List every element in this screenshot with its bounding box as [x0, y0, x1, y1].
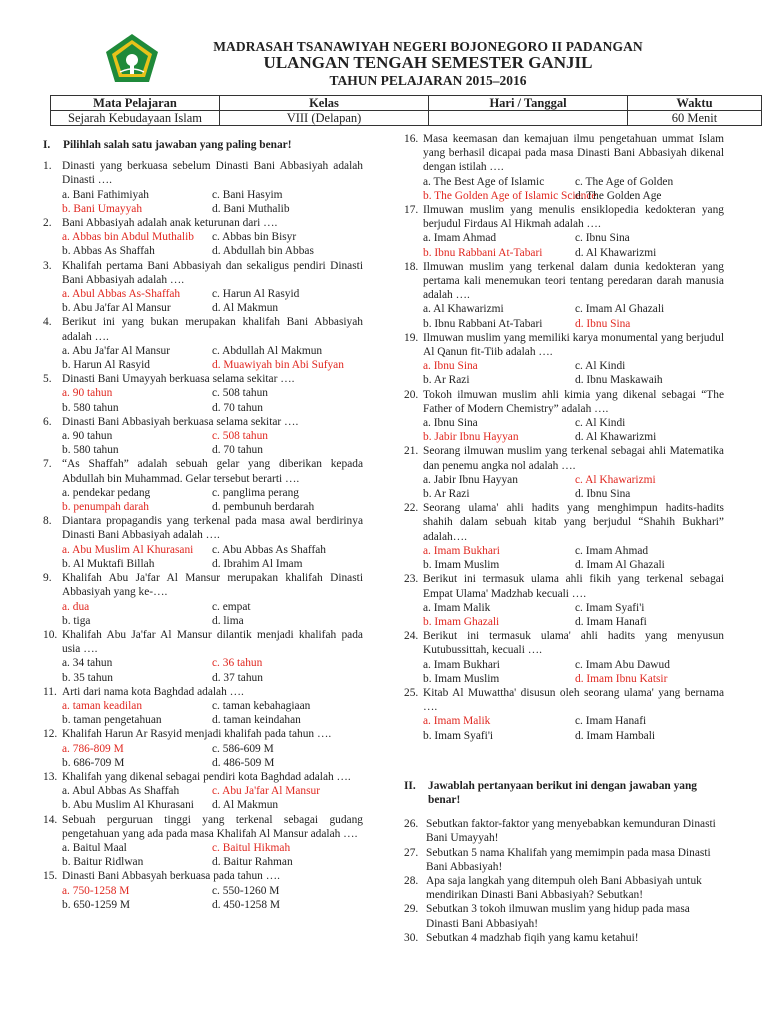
answer-options [404, 231, 724, 259]
exam-title: ULANGAN TENGAH SEMESTER GANJIL [263, 53, 593, 72]
question-number: 25. [404, 686, 419, 699]
correct-option: a. taman keadilan [62, 699, 143, 712]
answer-options [43, 784, 363, 812]
option: c. 586-609 M [212, 742, 274, 755]
question-text: Berikut ini yang bukan merupakan khalifah Bani Abbasiyah adalah …. [62, 316, 363, 343]
question-stem [43, 869, 363, 883]
option: d. Imam Al Ghazali [575, 559, 665, 572]
question-number: 9. [43, 572, 52, 585]
class-value: VIII (Delapan) [220, 111, 429, 126]
question-item [404, 629, 724, 686]
correct-option: c. Abu Ja'far Al Mansur [212, 785, 321, 798]
question-stem [404, 572, 724, 600]
question-text: Berikut ini termasuk ulama' ahli hadits yang menyusun Kutubussittah, kecuali …. [423, 630, 724, 657]
correct-option: a. Abu Muslim Al Khurasani [62, 543, 194, 556]
question-stem [43, 770, 363, 784]
question-text: Dinasti Bani Abbasyah berkuasa pada tahun …. [62, 870, 280, 883]
answer-options [43, 600, 363, 628]
option: d. Bani Muthalib [212, 202, 290, 215]
question-text: Dinasti yang berkuasa sebelum Dinasti Bani Abbasiyah adalah Dinasti …. [62, 160, 363, 187]
option: c. Imam Al Ghazali [575, 303, 665, 316]
option: b. Ar Razi [423, 488, 470, 501]
question-stem [43, 216, 363, 230]
answer-options [43, 742, 363, 770]
essay-question [404, 874, 724, 902]
section-number: II. [404, 779, 416, 792]
question-stem [404, 686, 724, 714]
section-number: I. [43, 139, 51, 151]
answer-options [43, 188, 363, 216]
spacer [404, 807, 724, 817]
option: c. panglima perang [212, 486, 299, 499]
option: d. Abdullah bin Abbas [212, 245, 314, 258]
left-column [43, 132, 363, 912]
essay-number: 30. [404, 931, 419, 944]
spacer [404, 743, 724, 773]
answer-options [43, 841, 363, 869]
essay-number: 29. [404, 903, 419, 916]
question-stem [404, 260, 724, 303]
essay-number: 26. [404, 818, 419, 831]
section-title: Jawablah pertanyaan berikut ini dengan jawaban yang benar! [428, 779, 698, 806]
question-text: Berikut ini termasuk ulama ahli fikih yang terkenal sebagai Empat Ulama' Madzhab kecuali …. [423, 573, 724, 600]
answer-options [43, 543, 363, 571]
answer-options [404, 601, 724, 629]
option: c. 550-1260 M [212, 884, 280, 897]
answer-options [43, 230, 363, 258]
correct-option: b. Imam Ghazali [423, 615, 500, 628]
essay-number: 27. [404, 846, 419, 859]
option: b. Imam Muslim [423, 559, 500, 572]
answer-options [43, 386, 363, 414]
question-stem [404, 629, 724, 657]
right-column [404, 132, 724, 945]
question-text: Diantara propagandis yang terkenal pada masa awal berdirinya Dinasti Bani Abbasiyah adalah …. [62, 515, 363, 542]
question-item [43, 869, 363, 912]
correct-option: d. Ibnu Sina [575, 317, 631, 330]
question-stem [43, 315, 363, 343]
question-number: 23. [404, 573, 419, 586]
essay-text: Sebutkan 5 nama Khalifah yang memimpin pada masa Dinasti Bani Abbasiyah! [426, 846, 711, 873]
answer-options [43, 699, 363, 727]
question-item [43, 415, 363, 458]
exam-info-table [50, 95, 762, 126]
question-stem [43, 813, 363, 841]
question-number: 2. [43, 217, 52, 230]
question-stem [43, 514, 363, 542]
option: a. 34 tahun [62, 657, 113, 670]
correct-option: a. Imam Malik [423, 715, 491, 728]
question-text: Arti dari nama kota Baghdad adalah …. [62, 685, 244, 698]
question-number: 3. [43, 259, 52, 272]
question-text: Tokoh ilmuwan muslim ahli kimia yang dikenal sebagai “The Father of Modern Chemistry” adalah …. [423, 388, 724, 415]
option: d. Al Khawarizmi [575, 246, 657, 259]
essay-question [404, 817, 724, 845]
question-text: Khalifah Harun Ar Rasyid menjadi khalifah pada tahun …. [62, 728, 332, 741]
correct-option: c. 36 tahun [212, 657, 263, 670]
question-item [404, 388, 724, 445]
essay-text: Sebutkan 4 madzhab fiqih yang kamu ketahui! [426, 931, 639, 944]
question-number: 12. [43, 728, 58, 741]
question-text: Ilmuwan muslim yang menulis ensiklopedia kedokteran yang berjudul Firdaus Al Hikmah adalah …. [423, 204, 724, 231]
option: b. 650-1259 M [62, 898, 131, 911]
option: c. Ibnu Sina [575, 232, 630, 245]
option: b. Abbas As Shaffah [62, 245, 155, 258]
question-item [404, 501, 724, 572]
option: a. Imam Bukhari [423, 658, 500, 671]
question-item [43, 514, 363, 571]
header-time: Waktu [628, 96, 762, 111]
option: d. lima [212, 614, 244, 627]
option: d. Imam Hanafi [575, 615, 647, 628]
correct-option: c. Al Khawarizmi [575, 473, 656, 486]
option: d. pembunuh berdarah [212, 501, 315, 514]
answer-options [43, 344, 363, 372]
option: b. tiga [62, 614, 91, 627]
correct-option: b. Jabir Ibnu Hayyan [423, 431, 519, 444]
question-stem [404, 132, 724, 175]
option: b. Al Muktafi Billah [62, 557, 155, 570]
option: a. pendekar pedang [62, 486, 151, 499]
question-text: Khalifah Abu Ja'far Al Mansur merupakan khalifah Dinasti Abbasiyah yang ke-…. [62, 572, 363, 599]
question-number: 5. [43, 373, 52, 386]
question-item [404, 132, 724, 203]
correct-option: a. dua [62, 600, 90, 613]
correct-option: a. Abbas bin Abdul Muthalib [62, 231, 194, 244]
option: b. 35 tahun [62, 671, 113, 684]
option: b. Harun Al Rasyid [62, 359, 150, 372]
question-number: 22. [404, 502, 419, 515]
correct-option: b. Ibnu Rabbani At-Tabari [423, 246, 543, 259]
question-number: 16. [404, 133, 419, 145]
option: c. 508 tahun [212, 387, 268, 400]
option: a. Ibnu Sina [423, 417, 478, 430]
question-number: 8. [43, 515, 52, 528]
option: a. The Best Age of Islamic [423, 175, 545, 188]
option: d. 450-1258 M [212, 898, 281, 911]
option: b. Ar Razi [423, 374, 470, 387]
option: a. Abu Ja'far Al Mansur [62, 344, 171, 357]
question-number: 10. [43, 628, 58, 641]
question-number: 18. [404, 260, 419, 273]
correct-option: c. 508 tahun [212, 430, 268, 443]
option: c. Abbas bin Bisyr [212, 231, 297, 244]
option: c. taman kebahagiaan [212, 699, 311, 712]
correct-option: a. 750-1258 M [62, 884, 130, 897]
answer-options [43, 429, 363, 457]
subject-value: Sejarah Kebudayaan Islam [51, 111, 220, 126]
question-stem [404, 203, 724, 231]
question-stem [43, 372, 363, 386]
option: a. 90 tahun [62, 430, 113, 443]
question-item [404, 260, 724, 331]
question-stem [43, 727, 363, 741]
question-text: Ilmuwan muslim yang memiliki karya monumental yang berjudul Al Qanun fit-Tiib adalah …. [423, 331, 724, 359]
option: a. Imam Malik [423, 601, 491, 614]
option: d. taman keindahan [212, 714, 301, 727]
essay-text: Sebutkan faktor-faktor yang menyebabkan kemunduran Dinasti Bani Umayyah! [426, 818, 716, 845]
question-number: 20. [404, 388, 419, 401]
correct-option: a. Abul Abbas As-Shaffah [62, 288, 181, 301]
question-item [43, 813, 363, 870]
question-text: Dinasti Bani Abbasiyah berkuasa selama sekitar …. [62, 415, 299, 428]
option: c. empat [212, 600, 251, 613]
essay-text: Apa saja langkah yang ditempuh oleh Bani Abbasiyah untuk mendirikan Dinasti Bani Abbasiyah? Sebutkan! [426, 874, 702, 902]
question-number: 24. [404, 630, 419, 643]
option: d. 37 tahun [212, 671, 263, 684]
question-number: 15. [43, 870, 58, 883]
question-number: 17. [404, 204, 419, 217]
option: d. Imam Hambali [575, 729, 656, 742]
option: b. Abu Muslim Al Khurasani [62, 799, 194, 812]
question-item [43, 770, 363, 813]
question-text: Khalifah yang dikenal sebagai pendiri kota Baghdad adalah …. [62, 770, 351, 783]
question-text: Khalifah pertama Bani Abbasiyah dan sekaligus pendiri Dinasti Bani Abbasiyah adalah …. [62, 259, 363, 286]
answer-options [404, 359, 724, 387]
correct-option: d. Imam Ibnu Katsir [575, 672, 668, 685]
question-item [43, 372, 363, 415]
school-name: MADRASAH TSANAWIYAH NEGERI BOJONEGORO II PADANGAN [213, 39, 643, 54]
kemenag-logo-icon [104, 32, 160, 84]
question-number: 6. [43, 415, 52, 428]
time-value: 60 Menit [628, 111, 762, 126]
option: c. Bani Hasyim [212, 188, 283, 201]
question-text: Bani Abbasiyah adalah anak keturunan dari …. [62, 217, 278, 230]
answer-options [404, 473, 724, 501]
answer-options [404, 302, 724, 330]
question-text: “As Shaffah” adalah sebuah gelar yang diberikan kepada Abdullah bin Muhammad. Gelar tersebut berarti …. [62, 458, 363, 485]
question-item [43, 727, 363, 770]
question-item [43, 216, 363, 259]
header-subject: Mata Pelajaran [51, 96, 220, 111]
academic-year: TAHUN PELAJARAN 2015–2016 [329, 73, 527, 88]
correct-option: a. Imam Bukhari [423, 544, 500, 557]
option: a. Baitul Maal [62, 841, 127, 854]
option: d. Ibrahim Al Imam [212, 557, 303, 570]
option: b. Ibnu Rabbani At-Tabari [423, 317, 543, 330]
answer-options [404, 175, 724, 203]
option: d. 70 tahun [212, 401, 263, 414]
option: a. Abul Abbas As Shaffah [62, 785, 180, 798]
question-text: Khalifah Abu Ja'far Al Mansur dilantik menjadi khalifah pada usia …. [62, 628, 363, 656]
header-class: Kelas [220, 96, 429, 111]
question-number: 1. [43, 160, 52, 173]
option: a. Bani Fathimiyah [62, 188, 149, 201]
option: d. Baitur Rahman [212, 856, 293, 869]
essay-question [404, 846, 724, 874]
question-text: Dinasti Bani Umayyah berkuasa selama sekitar …. [62, 373, 295, 386]
option: c. Al Kindi [575, 360, 626, 373]
option: d. 486-509 M [212, 756, 275, 769]
option: c. Imam Abu Dawud [575, 658, 670, 671]
correct-option: a. 786-809 M [62, 742, 124, 755]
correct-option: b. The Golden Age of Islamic Science [423, 189, 597, 202]
question-number: 21. [404, 445, 419, 458]
spacer [43, 152, 363, 159]
question-text: Masa keemasan dan kemajuan ilmu pengetahuan ummat Islam yang berhasil dicapai pada masa Dinasti Bani Abbasiyah dikenal dengan istilah …. [423, 133, 724, 174]
correct-option: a. Ibnu Sina [423, 360, 478, 373]
correct-option: b. penumpah darah [62, 501, 149, 514]
answer-options [404, 658, 724, 686]
question-stem [404, 331, 724, 359]
option: d. Al Khawarizmi [575, 431, 657, 444]
option: a. Al Khawarizmi [423, 303, 504, 316]
question-item [43, 159, 363, 216]
essay-text: Sebutkan 3 tokoh ilmuwan muslim yang hidup pada masa Dinasti Bani Abbasiyah! [426, 903, 690, 930]
answer-options [404, 714, 724, 742]
question-stem [43, 571, 363, 599]
option: a. Imam Ahmad [423, 232, 497, 245]
date-value [429, 111, 628, 126]
question-stem [404, 501, 724, 544]
question-text: Sebuah perguruan tinggi yang terkenal sebagai gudang pengetahuan yang ada pada masa Khalifah Al Mansur adalah …. [62, 813, 363, 840]
question-number: 11. [43, 685, 57, 698]
question-stem [43, 685, 363, 699]
option: c. Harun Al Rasyid [212, 288, 300, 301]
option: c. Imam Hanafi [575, 715, 647, 728]
question-number: 14. [43, 813, 58, 826]
section-2-heading [404, 779, 724, 807]
question-item [43, 628, 363, 685]
question-item [43, 315, 363, 372]
question-item [404, 572, 724, 629]
question-text: Ilmuwan muslim yang terkenal dalam dunia kedokteran yang pertama kali menemukan teori tentang peredaran darah manusia adalah …. [423, 260, 724, 302]
question-number: 7. [43, 458, 52, 471]
question-number: 13. [43, 770, 58, 783]
option: d. Ibnu Maskawaih [575, 374, 663, 387]
question-item [404, 686, 724, 743]
question-number: 4. [43, 316, 52, 329]
option: c. The Age of Golden [575, 175, 674, 188]
answer-options [43, 656, 363, 684]
correct-option: b. Bani Umayyah [62, 202, 143, 215]
option: b. 580 tahun [62, 444, 119, 457]
option: c. Abdullah Al Makmun [212, 344, 323, 357]
answer-options [43, 884, 363, 912]
essay-number: 28. [404, 874, 419, 887]
option: c. Abu Abbas As Shaffah [212, 543, 327, 556]
option: d. Ibnu Sina [575, 488, 631, 501]
correct-option: c. Baitul Hikmah [212, 841, 291, 854]
question-item [404, 203, 724, 260]
section-1-heading [43, 138, 363, 152]
correct-option: a. 90 tahun [62, 387, 113, 400]
option: c. Imam Ahmad [575, 544, 649, 557]
question-text: Seorang ulama' ahli hadits yang menghimpun hadits-hadits shahih dalam sebuah kitab yang berjudul “Shahih Bukhari” adalah…. [423, 502, 724, 543]
answer-options [404, 544, 724, 572]
header-date: Hari / Tanggal [429, 96, 628, 111]
option: b. 686-709 M [62, 756, 125, 769]
option: c. Imam Syafi'i [575, 601, 645, 614]
question-item [43, 571, 363, 628]
option: a. Jabir Ibnu Hayyan [423, 473, 518, 486]
question-stem [43, 415, 363, 429]
question-text: Seorang ilmuwan muslim yang terkenal sebagai ahli Matematika dan penemu angka nol adalah …. [423, 445, 724, 472]
question-text: Kitab Al Muwattha' disusun oleh seorang ulama' yang bernama …. [423, 686, 724, 714]
essay-question [404, 902, 724, 930]
question-item [43, 259, 363, 316]
answer-options [43, 486, 363, 514]
option: b. taman pengetahuan [62, 714, 162, 727]
option: d. Al Makmun [212, 799, 279, 812]
question-stem [43, 259, 363, 287]
essay-question [404, 931, 724, 945]
section-title: Pilihlah salah satu jawaban yang paling benar! [63, 139, 292, 151]
option: b. Baitur Ridlwan [62, 856, 144, 869]
answer-options [43, 287, 363, 315]
option: b. Imam Syafi'i [423, 729, 494, 742]
question-item [43, 685, 363, 728]
option: d. Al Makmun [212, 302, 279, 315]
question-stem [404, 388, 724, 416]
option: c. Al Kindi [575, 417, 626, 430]
question-item [404, 331, 724, 388]
question-number: 19. [404, 331, 419, 344]
question-stem [43, 628, 363, 656]
option: b. Imam Muslim [423, 672, 500, 685]
answer-options [404, 416, 724, 444]
question-stem [43, 159, 363, 187]
option: d. 70 tahun [212, 444, 263, 457]
option: b. Abu Ja'far Al Mansur [62, 302, 171, 315]
question-item [43, 457, 363, 514]
question-stem [43, 457, 363, 485]
correct-option: d. Muawiyah bin Abi Sufyan [212, 359, 344, 372]
question-stem [404, 444, 724, 472]
option: b. 580 tahun [62, 401, 119, 414]
option: d. The Golden Age [575, 189, 662, 202]
question-item [404, 444, 724, 501]
